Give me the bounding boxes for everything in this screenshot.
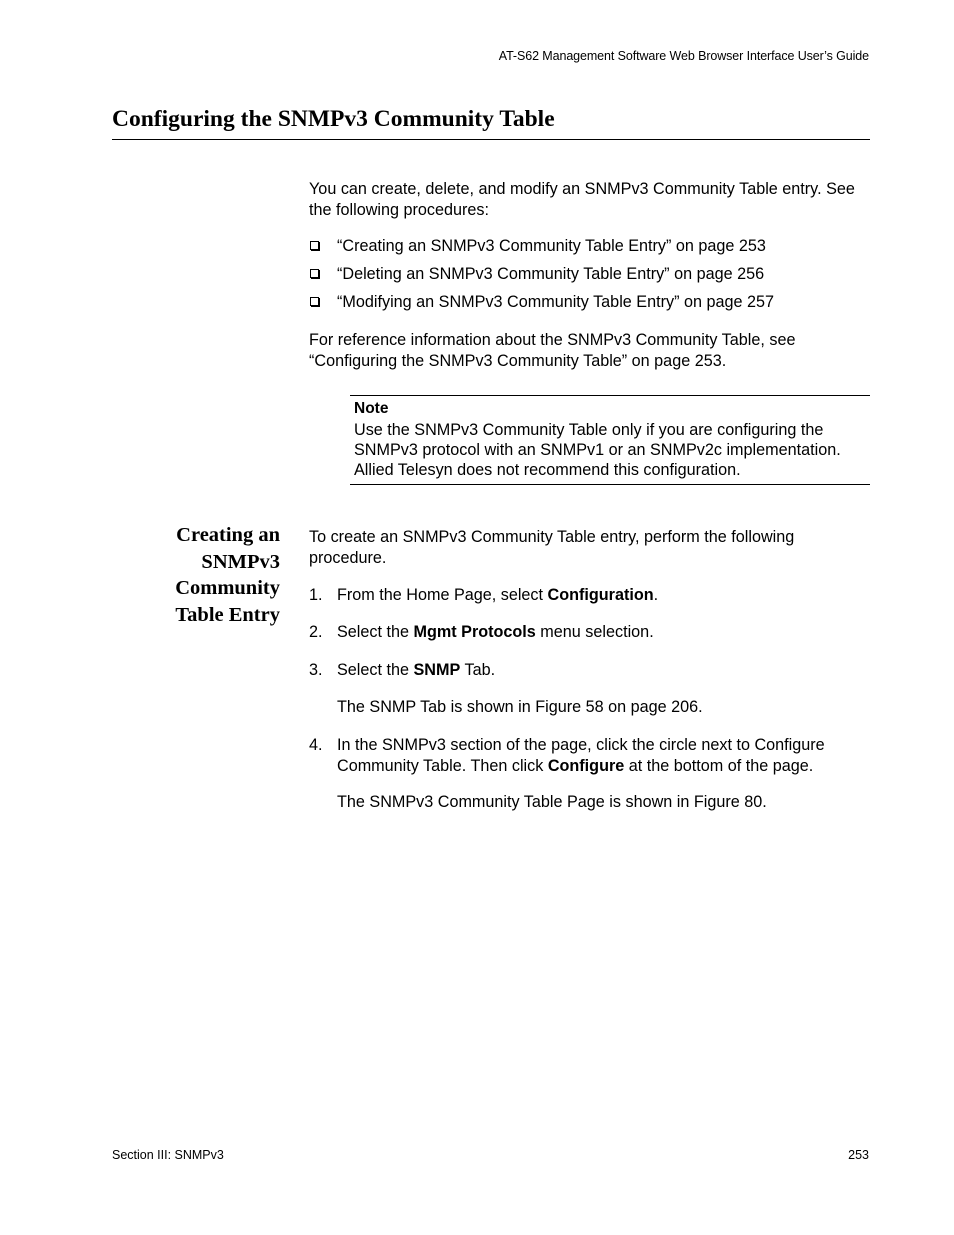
step-number: 2.: [309, 623, 323, 641]
step-note: The SNMP Tab is shown in Figure 58 on page 206.: [337, 698, 703, 716]
list-item[interactable]: [309, 236, 870, 264]
checkbox-bullet-icon: [310, 241, 319, 250]
page-title: Configuring the SNMPv3 Community Table: [112, 106, 555, 132]
heading-line: Table Entry: [175, 603, 280, 626]
step-text: Select the Mgmt Protocols menu selection.: [337, 623, 654, 641]
heading-line: Community: [175, 577, 280, 599]
reference-paragraph: For reference information about the SNMPv3 Community Table, see “Configuring the SNMPv3 Community Table” on page 253.: [309, 331, 796, 370]
ui-term: Configuration: [547, 586, 654, 604]
subsection-intro: To create an SNMPv3 Community Table entry, perform the following procedure.: [309, 528, 795, 567]
step-text: In the SNMPv3 section of the page, click the circle next to Configure Community Table. Then click Configure at the bottom of the page.: [337, 736, 825, 775]
procedure-link[interactable]: “Deleting an SNMPv3 Community Table Entry” on page 256: [337, 265, 765, 283]
ui-term: Configure: [547, 756, 625, 775]
footer-section-label: Section III: SNMPv3: [112, 1148, 224, 1162]
note-box: [350, 395, 870, 485]
running-header: AT-S62 Management Software Web Browser Interface User’s Guide: [498, 49, 869, 63]
heading-line: Creating an: [176, 524, 280, 546]
ui-term: SNMP: [413, 661, 461, 679]
checkbox-bullet-icon: [310, 269, 319, 278]
ui-term: Mgmt Protocols: [413, 623, 536, 641]
checkbox-bullet-icon: [310, 297, 319, 306]
step-number: 4.: [309, 736, 323, 754]
list-item[interactable]: [309, 292, 870, 320]
subsection-heading: [175, 522, 280, 628]
procedure-list: [309, 236, 870, 320]
procedure-link[interactable]: “Creating an SNMPv3 Community Table Entry” on page 253: [337, 237, 766, 255]
title-rule: [112, 139, 870, 140]
step-note: The SNMPv3 Community Table Page is shown in Figure 80.: [337, 793, 767, 811]
step-number: 3.: [309, 661, 323, 679]
step-text: Select the SNMP Tab.: [337, 661, 496, 679]
step-number: 1.: [309, 586, 323, 604]
footer-page-number: 253: [848, 1148, 869, 1162]
intro-paragraph: You can create, delete, and modify an SNMPv3 Community Table entry. See the following procedures:: [309, 180, 855, 219]
heading-line: SNMPv3: [201, 550, 280, 573]
list-item[interactable]: [309, 264, 870, 292]
note-title: Note: [354, 400, 389, 417]
note-text: Use the SNMPv3 Community Table only if you are configuring the SNMPv3 protocol with an SNMPv1 or an SNMPv2c implementation. Allied Telesyn does not recommend this configuration.: [354, 421, 841, 479]
step-text: From the Home Page, select Configuration.: [337, 586, 659, 604]
procedure-link[interactable]: “Modifying an SNMPv3 Community Table Entry” on page 257: [337, 293, 774, 311]
